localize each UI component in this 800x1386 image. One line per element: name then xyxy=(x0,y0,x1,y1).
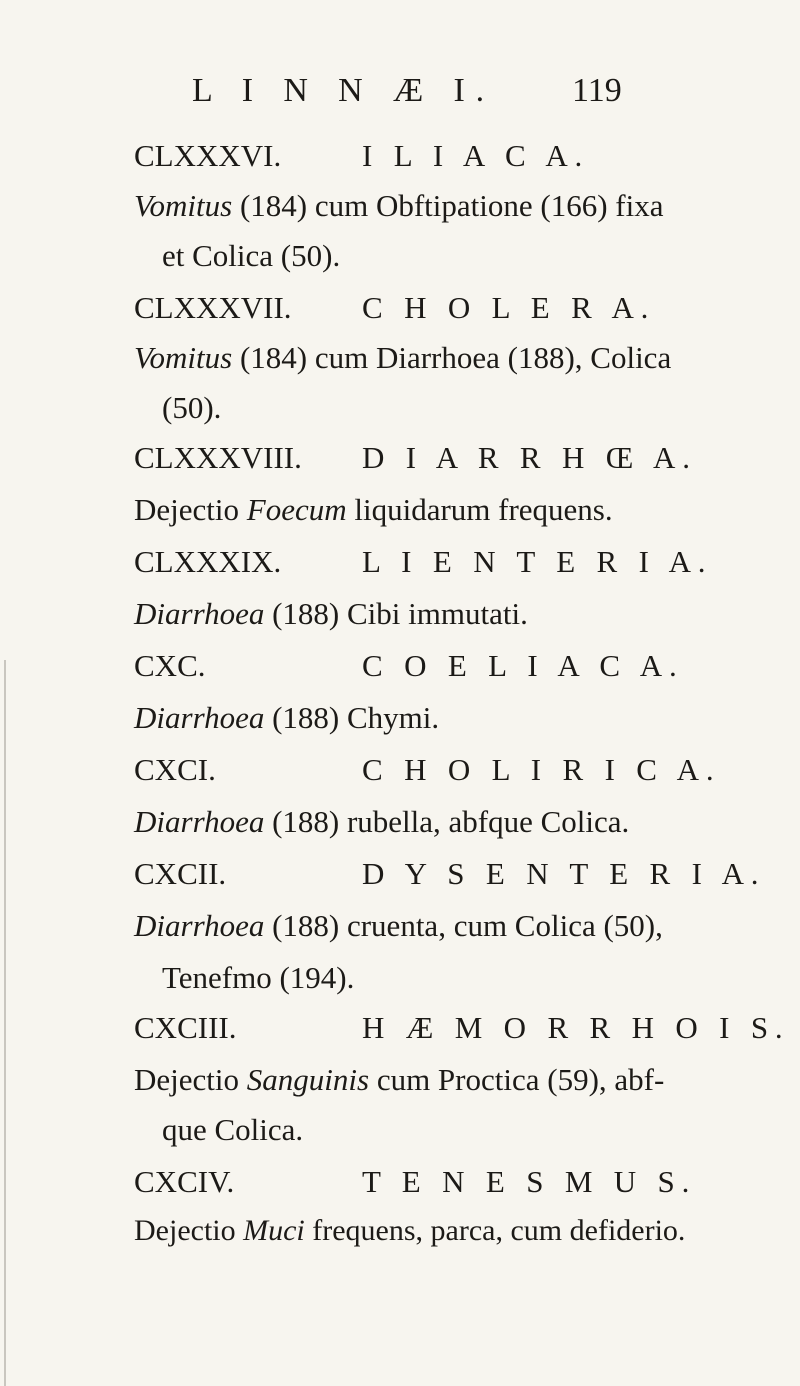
line-text: (188) Chymi. xyxy=(264,700,440,735)
entry-line xyxy=(134,494,613,525)
line-text: (188) cruenta, cum Colica (50), xyxy=(264,908,663,943)
line-text: (50). xyxy=(162,390,222,425)
italic-term: Vomitus xyxy=(134,340,233,375)
entry-number: CXCIV. xyxy=(134,1164,235,1199)
italic-term: Diarrhoea xyxy=(134,596,265,631)
entry-line xyxy=(162,962,354,993)
entry-line xyxy=(134,1064,664,1095)
entry-line xyxy=(134,910,663,941)
italic-term: Foecum xyxy=(246,492,347,527)
entry-line xyxy=(134,342,671,373)
page-number: 119 xyxy=(572,72,622,109)
entry-heading xyxy=(134,1012,790,1043)
entry-number: CLXXXIX. xyxy=(134,544,282,579)
entry-line xyxy=(162,392,221,423)
running-head: L I N N Æ I. xyxy=(192,72,496,109)
entry-line xyxy=(162,1114,303,1145)
entry-number: CLXXXVII. xyxy=(134,290,292,325)
entry-heading xyxy=(134,754,720,785)
entry-number: CLXXXVIII. xyxy=(134,440,302,475)
line-text: (188) Cibi immutati. xyxy=(264,596,528,631)
entry-name: T E N E S M U S. xyxy=(362,1164,697,1199)
entry-heading xyxy=(134,650,684,681)
page-edge-shadow xyxy=(4,660,6,1386)
line-text: cum Proctica (59), abf- xyxy=(369,1062,665,1097)
italic-term: Vomitus xyxy=(134,188,233,223)
entry-heading xyxy=(134,858,765,889)
entry-heading xyxy=(134,442,697,473)
entry-line xyxy=(134,190,663,221)
line-text: et Colica (50). xyxy=(162,238,341,273)
entry-name: H Æ M O R R H O I S. xyxy=(362,1010,790,1045)
entry-number: CXCI. xyxy=(134,752,216,787)
entry-line xyxy=(134,598,528,629)
line-text: frequens, parca, cum defiderio. xyxy=(304,1214,686,1247)
entry-number: CXCII. xyxy=(134,856,227,891)
entry-name: D Y S E N T E R I A. xyxy=(362,856,766,891)
line-text: que Colica. xyxy=(162,1112,304,1147)
entry-name: C O E L I A C A. xyxy=(362,648,684,683)
entry-line xyxy=(162,240,340,271)
line-text: (184) cum Diarrhoea (188), Colica xyxy=(232,340,672,375)
line-text: Dejectio xyxy=(134,1214,244,1247)
entry-number: CXC. xyxy=(134,648,206,683)
line-text: Dejectio xyxy=(134,492,247,527)
italic-term: Sanguinis xyxy=(246,1062,370,1097)
entry-number: CLXXXVI. xyxy=(134,138,282,173)
entry-heading xyxy=(134,140,589,171)
line-text: (184) cum Obftipatione (166) fixa xyxy=(232,188,664,223)
entry-name: C H O L I R I C A. xyxy=(362,752,721,787)
line-text: Dejectio xyxy=(134,1062,247,1097)
italic-term: Muci xyxy=(243,1214,305,1247)
entry-heading xyxy=(134,292,655,323)
entry-line xyxy=(134,702,439,733)
entry-name: D I A R R H Œ A. xyxy=(362,440,697,475)
entry-name: L I E N T E R I A. xyxy=(362,544,713,579)
entry-heading xyxy=(134,1166,696,1197)
entry-name: I L I A C A. xyxy=(362,138,590,173)
italic-term: Diarrhoea xyxy=(134,804,265,839)
italic-term: Diarrhoea xyxy=(134,700,265,735)
entry-heading xyxy=(134,546,712,577)
line-text: Tenefmo (194). xyxy=(162,960,355,995)
entry-number: CXCIII. xyxy=(134,1010,237,1045)
italic-term: Diarrhoea xyxy=(134,908,265,943)
entry-name: C H O L E R A. xyxy=(362,290,656,325)
line-text: liquidarum frequens. xyxy=(346,492,613,527)
entry-line xyxy=(134,1216,685,1246)
line-text: (188) rubella, abfque Colica. xyxy=(264,804,630,839)
entry-line xyxy=(134,806,629,837)
